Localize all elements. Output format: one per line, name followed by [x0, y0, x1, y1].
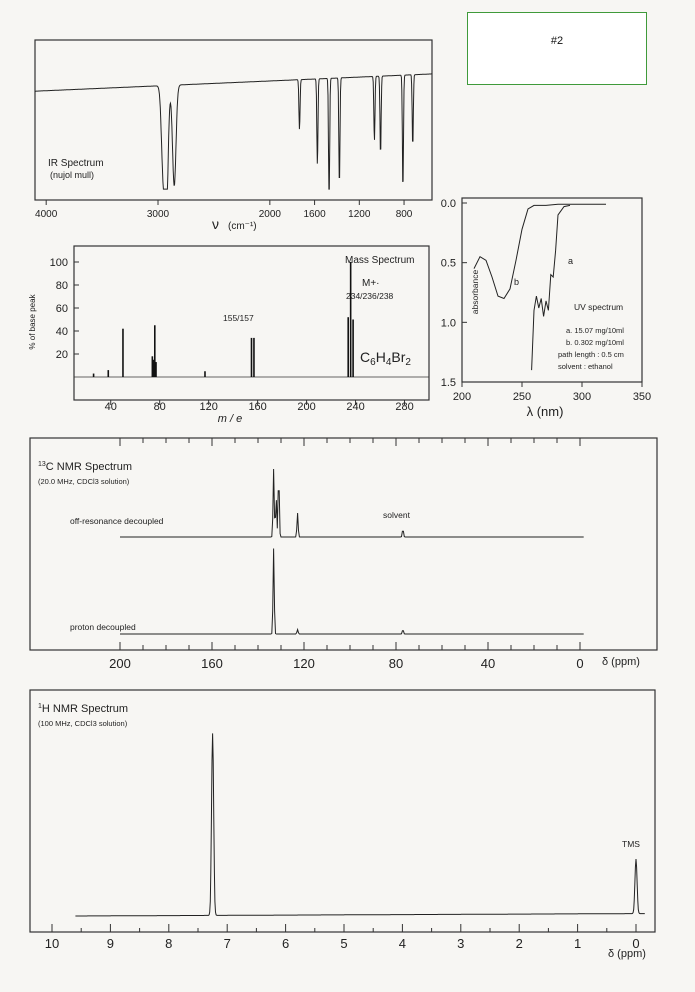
h1-xtick-label: 2 — [515, 936, 523, 951]
ir-tick-label: 1600 — [303, 209, 326, 220]
h1-xlabel: δ (ppm) — [608, 948, 646, 960]
ir-tick-label: 3000 — [146, 209, 170, 220]
c13-nmr-panel — [30, 438, 657, 671]
uv-ytick-label: 0.5 — [440, 257, 456, 270]
h1-xtick-label: 8 — [165, 936, 173, 951]
ms-xlabel: m / e — [217, 413, 243, 425]
ms-ytick-label: 100 — [49, 257, 68, 269]
c13-trace-label-off-resonance: off-resonance decoupled — [70, 516, 164, 526]
uv-curve-b — [474, 204, 606, 298]
ms-ytick-label: 20 — [55, 349, 68, 361]
uv-series-a-label: a — [568, 256, 574, 266]
c13-xlabel: δ (ppm) — [602, 656, 640, 668]
uv-condition-solvent: solvent : ethanol — [558, 362, 613, 371]
ms-xtick-label: 280 — [395, 401, 414, 413]
uv-xtick-label: 350 — [632, 391, 652, 403]
h1-title — [38, 703, 128, 715]
uv-condition-path: path length : 0.5 cm — [558, 350, 624, 359]
ir-x-axis — [35, 200, 413, 220]
uv-spectrum-panel — [441, 198, 651, 419]
ir-subtitle: (nujol mull) — [50, 170, 95, 180]
c13-solvent-label: solvent — [383, 510, 410, 520]
ir-xlabel-unit: (cm⁻¹) — [228, 221, 257, 232]
h1-nmr-panel — [30, 690, 655, 960]
uv-condition-b: b. 0.302 mg/10ml — [566, 338, 624, 347]
ms-molecular-ion: M+· — [362, 278, 380, 289]
h1-xtick-label: 0 — [632, 936, 640, 951]
ms-formula-c-count: 6 — [370, 357, 376, 368]
h1-trace — [75, 733, 644, 916]
h1-title-sup: 1 — [38, 703, 42, 710]
h1-reference-label: TMS — [622, 839, 640, 849]
ir-tick-label: 1200 — [348, 209, 371, 220]
ir-frame — [35, 40, 432, 200]
c13-title — [38, 461, 132, 473]
ms-xtick-label: 80 — [153, 401, 166, 413]
uv-curve-a — [532, 205, 570, 370]
ms-xtick-label: 160 — [248, 401, 267, 413]
ms-formula-br: Br — [391, 349, 406, 365]
ms-formula-c: C — [360, 349, 371, 365]
h1-x-axis — [45, 924, 640, 951]
ms-ylabel: % of base peak — [28, 294, 37, 350]
ms-ytick-label: 80 — [55, 280, 68, 292]
c13-top-ticks — [120, 438, 580, 446]
h1-subtitle: (100 MHz, CDCl3 solution) — [38, 719, 128, 728]
ms-xtick-label: 200 — [297, 401, 316, 413]
uv-ytick-label: 1.5 — [440, 377, 456, 389]
h1-xtick-label: 10 — [44, 936, 60, 951]
ms-formula-h-count: 4 — [385, 357, 392, 368]
c13-xtick-label: 40 — [480, 656, 496, 671]
h1-xtick-label: 5 — [340, 936, 348, 951]
c13-xtick-label: 0 — [576, 656, 584, 671]
c13-trace-off-resonance — [120, 469, 584, 537]
ms-molecular-ion-masses: 234/236/238 — [346, 291, 394, 301]
ms-title: Mass Spectrum — [345, 255, 415, 266]
c13-title-main: C NMR Spectrum — [45, 461, 132, 473]
uv-series-b-label: b — [514, 277, 520, 287]
uv-condition-a: a. 15.07 mg/10ml — [566, 326, 624, 335]
ms-ytick-label: 40 — [55, 326, 68, 338]
ir-xlabel-main: ν — [212, 216, 219, 232]
uv-xtick-label: 300 — [572, 391, 592, 403]
uv-title: UV spectrum — [574, 302, 624, 312]
h1-xtick-label: 3 — [457, 936, 465, 951]
c13-title-sup: 13 — [38, 461, 46, 468]
ir-tick-label: 4000 — [35, 209, 58, 220]
uv-xlabel: λ (nm) — [526, 404, 564, 419]
c13-subtitle: (20.0 MHz, CDCl3 solution) — [38, 477, 130, 486]
h1-xtick-label: 6 — [281, 936, 290, 951]
c13-trace-proton-decoupled — [120, 549, 584, 635]
uv-y-axis — [441, 198, 467, 389]
h1-xtick-label: 4 — [398, 936, 407, 951]
ir-spectrum-panel — [35, 40, 432, 232]
uv-xtick-label: 200 — [452, 391, 472, 403]
uv-ytick-label: 0.0 — [440, 198, 456, 210]
ms-xtick-label: 40 — [104, 401, 117, 413]
uv-ytick-label: 1.0 — [440, 317, 456, 330]
h1-xtick-label: 9 — [106, 936, 115, 951]
ms-formula-h: H — [375, 349, 386, 365]
mass-spectrum-panel — [28, 246, 429, 425]
ms-xtick-label: 120 — [199, 401, 218, 413]
ms-formula-br-count: 2 — [405, 357, 411, 368]
ir-tick-label: 2000 — [258, 209, 281, 220]
c13-x-axis — [109, 642, 583, 671]
ir-trace — [35, 74, 432, 189]
uv-ylabel: absorbance — [470, 269, 480, 315]
ms-xtick-label: 240 — [346, 401, 365, 413]
uv-x-axis — [453, 382, 651, 403]
h1-title-main: H NMR Spectrum — [41, 703, 129, 715]
ms-formula — [360, 349, 411, 368]
ir-tick-label: 800 — [395, 209, 413, 220]
c13-trace-label-proton-decoupled: proton decoupled — [70, 622, 136, 632]
ms-ytick-label: 60 — [55, 303, 68, 315]
h1-xtick-label: 7 — [223, 936, 231, 951]
c13-xtick-label: 160 — [201, 656, 223, 671]
c13-xtick-label: 200 — [109, 656, 131, 671]
ms-x-axis — [105, 400, 414, 413]
problem-label: #2 — [550, 35, 564, 47]
ir-title: IR Spectrum — [48, 158, 104, 169]
uv-xtick-label: 250 — [512, 391, 532, 403]
c13-xtick-label: 120 — [293, 656, 315, 671]
ms-fragment-label: 155/157 — [223, 313, 254, 323]
c13-xtick-label: 80 — [388, 656, 404, 671]
h1-xtick-label: 1 — [573, 936, 582, 951]
